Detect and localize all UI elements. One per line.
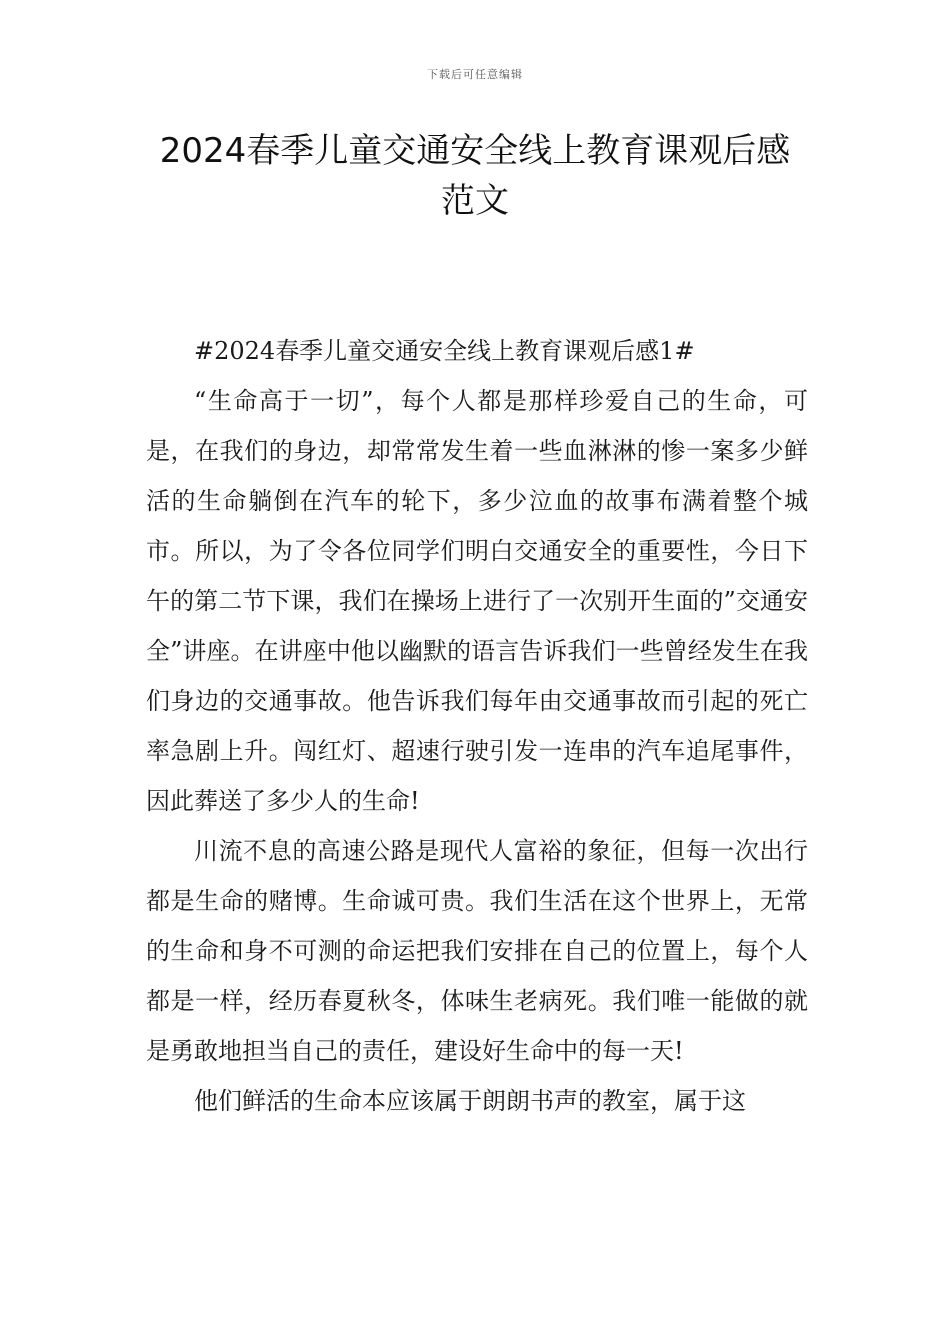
header-note: 下载后可任意编辑 bbox=[427, 68, 523, 81]
document-body bbox=[146, 326, 808, 1126]
paragraph-3: 他们鲜活的生命本应该属于朗朗书声的教室，属于这 bbox=[194, 1087, 746, 1115]
title-line-1: 2024春季儿童交通安全线上教育课观后感 bbox=[159, 131, 791, 171]
document-title bbox=[120, 126, 830, 226]
title-line-2: 范文 bbox=[441, 181, 509, 221]
section-heading: #2024春季儿童交通安全线上教育课观后感1# bbox=[194, 337, 695, 365]
paragraph-2: 川流不息的高速公路是现代人富裕的象征，但每一次出行都是生命的赌博。生命诚可贵。我们生活在这个世界上，无常的生命和身不可测的命运把我们安排在自己的位置上，每个人都是一样，经历春夏秋冬，体味生老病死。我们唯一能做的就是勇敢地担当自己的责任，建设好生命中的每一天! bbox=[146, 837, 808, 1065]
paragraph-1: “生命高于一切”，每个人都是那样珍爱自己的生命，可是，在我们的身边，却常常发生着一些血淋淋的惨一案多少鲜活的生命躺倒在汽车的轮下，多少泣血的故事布满着整个城市。所以，为了令各位同学们明白交通安全的重要性，今日下午的第二节下课，我们在操场上进行了一次别开生面的”交通安全”讲座。在讲座中他以幽默的语言告诉我们一些曾经发生在我们身边的交通事故。他告诉我们每年由交通事故而引起的死亡率急剧上升。闯红灯、超速行驶引发一连串的汽车追尾事件，因此葬送了多少人的生命! bbox=[146, 387, 808, 815]
